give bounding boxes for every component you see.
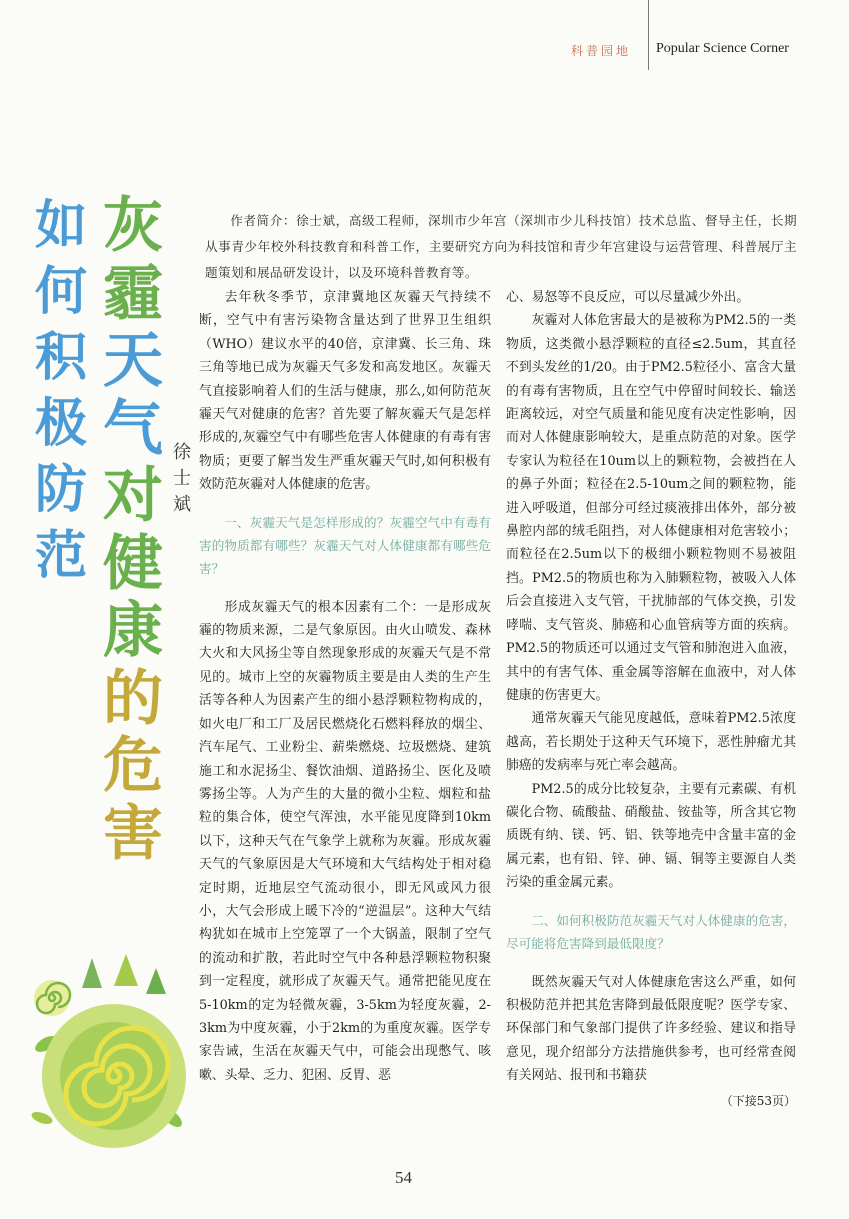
spiral-icon [34,980,70,1016]
title-line-1 [30,196,92,596]
title-char: 害 [103,798,163,869]
title-char: 天 [103,326,163,396]
author-char: 士 [173,468,191,489]
title-line-2 [96,191,170,871]
author-char: 斌 [173,494,191,515]
article-column-right [506,286,796,1113]
title-char: 的 [103,663,163,734]
title-char: 防 [34,460,87,520]
title-char: 危 [103,731,163,801]
section-heading: 一、灰霾天气是怎样形成的？灰霾空气中有毒有害的物质都有哪些？灰霾天气对人体健康都有哪些危害？ [199,514,491,576]
paragraph: 通常灰霾天气能见度越低，意味着PM2.5浓度越高，若长期处于这种天气环境下，恶性肿瘤尤其肺癌的发病率与死亡率会越高。 [506,711,796,774]
article-column-left [199,286,491,1087]
paragraph: 去年秋冬季节，京津冀地区灰霾天气持续不断，空气中有害污染物含量达到了世界卫生组织（WHO）建议水平的40倍，京津冀、长三角、珠三角等地已成为灰霾天气多发和高发地区。灰霾天气直接影响着人们的生活与健康，那么,如何防范灰霾天气对健康的危害？首先要了解灰霾天气是怎样形成的,灰霾空气中有哪些危害人体健康的有毒有害物质；更要了解当发生严重灰霾天气时,如何积极有效防范灰霾对人体健康的危害。 [199,290,491,493]
author-char: 徐 [173,442,191,463]
paragraph: 心、易怒等不良反应，可以尽量减少外出。 [506,290,750,305]
section-heading: 二、如何积极防范灰霾天气对人体健康的危害，尽可能将危害降到最低限度？ [506,912,796,951]
paragraph: PM2.5的成分比较复杂，主要有元素碳、有机碳化合物、硫酸盐、硝酸盐、铵盐等，所含其它物质既有纳、镁、钙、铝、铁等地壳中含量丰富的金属元素，也有铅、锌、砷、镉、铜等主要源自人类污染的重金属元素。 [506,781,796,891]
title-char: 康 [103,596,163,666]
section-label-en: Popular Science Corner [656,41,789,56]
header-divider [648,0,649,70]
author-name-vertical [170,438,194,516]
title-char: 对 [103,461,163,531]
paragraph: 灰霾对人体危害最大的是被称为PM2.5的一类物质，这类微小悬浮颗粒的直径≤2.5um，其直径不到头发丝的1/20。由于PM2.5粒径小、富含大量的有毒有害物质，且在空气中停留时间较长、输送距离较远，对空气质量和能见度有决定性影响，因而对人体健康影响较大，是重点防范的对象。医学专家认为粒径在10um以上的颗粒物，会被挡在人的鼻子外面；粒径在2.5-10um之间的颗粒物，能进入呼吸道，但部分可经过痰液排出体外，部分被鼻腔内部的绒毛阻挡，对人体健康相对危害较小；而粒径在2.5um以下的极细小颗粒物则不易被阻挡。PM2.5的物质也称为入肺颗粒物，被吸入人体后会直接进入支气管，干扰肺部的气体交换，引发哮喘、支气管炎、肺癌和心血管病等方面的疾病。PM2.5的物质还可以通过支气管和肺泡进入血液，其中的有害气体、重金属等溶解在血液中，对人体健康的伤害更大。 [506,313,796,703]
title-char: 如 [34,196,87,256]
title-char: 何 [34,262,87,322]
title-char: 气 [103,393,163,464]
title-char: 灰 [103,191,163,261]
title-char: 范 [34,526,87,586]
title-char: 极 [34,394,87,454]
continue-note: （下接53页） [720,1093,796,1108]
page-number: 54 [395,1168,412,1187]
author-intro: 作者简介：徐士斌，高级工程师，深圳市少年宫（深圳市少儿科技馆）技术总监、督导主任，长期从事青少年校外科技教育和科普工作，主要研究方向为科技馆和青少年宫建设与运营管理、科普展厅主题策划和展品研发设计，以及环境科普教育等。 [205,213,797,280]
title-char: 霾 [103,258,163,329]
eco-swirl-illustration [22,948,192,1168]
paragraph: 形成灰霾天气的根本因素有二个：一是形成灰霾的物质来源，二是气象原因。由火山喷发、森林大火和大风扬尘等自然现象形成的灰霾天气是不常见的。城市上空的灰霾物质主要是由人类的生产生活等各种人为因素产生的细小悬浮颗粒物构成的，如火电厂和工厂及居民燃烧化石燃料释放的烟尘、汽车尾气、工业粉尘、薪柴燃烧、垃圾燃烧、建筑施工和水泥扬尘、餐饮油烟、道路扬尘、医化及喷雾扬尘等。人为产生的大量的微小尘粒、烟粒和盐粒的集合体，使空气浑浊，水平能见度降到10km以下，这种天气在气象学上就称为灰霾。形成灰霾天气的气象原因是大气环境和大气结构处于相对稳定时期，近地层空气流动很小，即无风或风力很小，大气会形成上暖下冷的“逆温层”。这种大气结构犹如在城市上空笼罩了一个大锅盖，限制了空气的流动和扩散，若此时空气中各种悬浮颗粒物积聚到一定程度，就形成了灰霾天气。通常把能见度在5-10km的定为轻微灰霾，3-5km为轻度灰霾，2-3km为中度灰霾，小于2km的为重度灰霾。医学专家告诫，生活在灰霾天气中，可能会出现憋气、咳嗽、头晕、乏力、犯困、反胃、恶 [199,599,491,1083]
paragraph: 既然灰霾天气对人体健康危害这么严重，如何积极防范并把其危害降到最低限度呢？医学专家、环保部门和气象部门提供了许多经验、建议和指导意见，现介绍部分方法措施供参考，也可经常查阅有关网站、报刊和书籍获 [506,974,796,1084]
title-char: 健 [103,528,163,599]
section-label-cn: 科普园地 [571,44,632,58]
title-char: 积 [34,328,87,388]
tree-icon [82,954,166,994]
